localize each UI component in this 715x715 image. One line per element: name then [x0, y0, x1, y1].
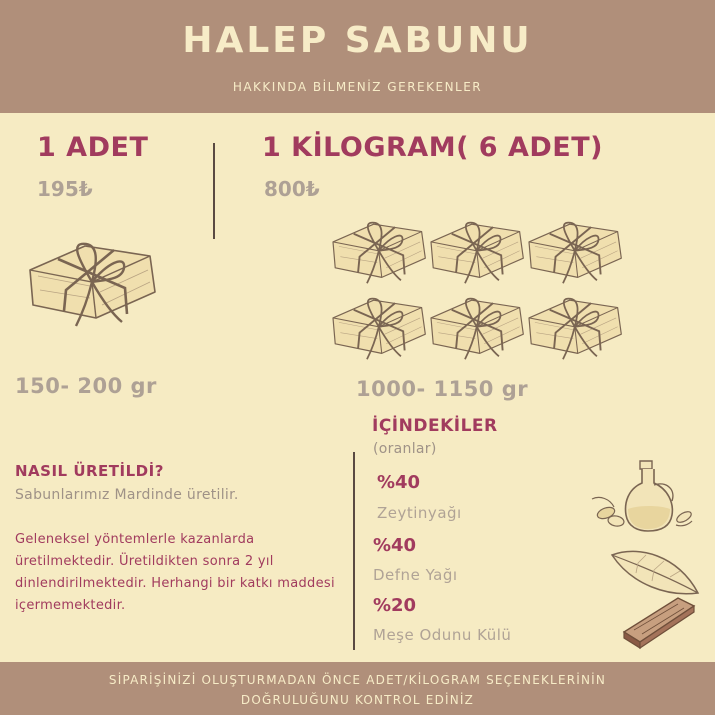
header-band [0, 0, 715, 113]
soap-bar-illustration [30, 230, 160, 340]
column-divider [213, 143, 215, 239]
ingredient-name: Zeytinyağı [377, 504, 462, 522]
soap-bar-illustration [431, 212, 527, 294]
section-divider [353, 452, 355, 650]
page-title: HALEP SABUNU [182, 20, 533, 61]
origin-text: Sabunlarımız Mardinde üretilir. [15, 487, 239, 503]
how-made-title: NASIL ÜRETİLDİ? [15, 462, 164, 480]
ingredient-percent: %40 [373, 535, 417, 556]
soap-bar-illustration [431, 288, 527, 370]
single-price: 195₺ [37, 177, 93, 201]
kilo-weight: 1000- 1150 gr [356, 377, 529, 401]
ingredients-subtitle: (oranlar) [373, 441, 437, 457]
footer-band [0, 662, 715, 715]
ingredient-name: Meşe Odunu Külü [373, 626, 512, 644]
footer-notice-line: DOĞRULUĞUNU KONTROL EDİNİZ [240, 693, 475, 707]
kilo-price: 800₺ [264, 177, 320, 201]
olive-oil-icon [588, 455, 693, 535]
kilo-heading: 1 KİLOGRAM( 6 ADET) [262, 132, 604, 163]
footer-notice-line: SİPARİŞİNİZİ OLUŞTURMADAN ÖNCE ADET/KİLOGRAM SEÇENEKLERİNİN [108, 673, 607, 687]
ingredients-title: İÇİNDEKİLER [372, 416, 498, 436]
production-description: Geleneksel yöntemlerle kazanlarda üretilmektedir. Üretildikten sonra 2 yıl dinlendirilmektedir. Herhangi bir katkı maddesi içermemektedir. [15, 532, 335, 613]
page-subtitle: HAKKINDA BİLMENİZ GEREKENLER [232, 80, 483, 94]
soap-bar-illustration [333, 288, 429, 370]
single-weight: 150- 200 gr [15, 374, 157, 398]
soap-bar-illustration [529, 288, 625, 370]
soap-bar-illustration [333, 212, 429, 294]
wood-log-icon [620, 592, 700, 652]
soap-bar-illustration [529, 212, 625, 294]
single-heading: 1 ADET [37, 132, 149, 163]
ingredient-percent: %20 [373, 595, 417, 616]
ingredient-name: Defne Yağı [373, 566, 458, 584]
ingredient-percent: %40 [377, 472, 421, 493]
